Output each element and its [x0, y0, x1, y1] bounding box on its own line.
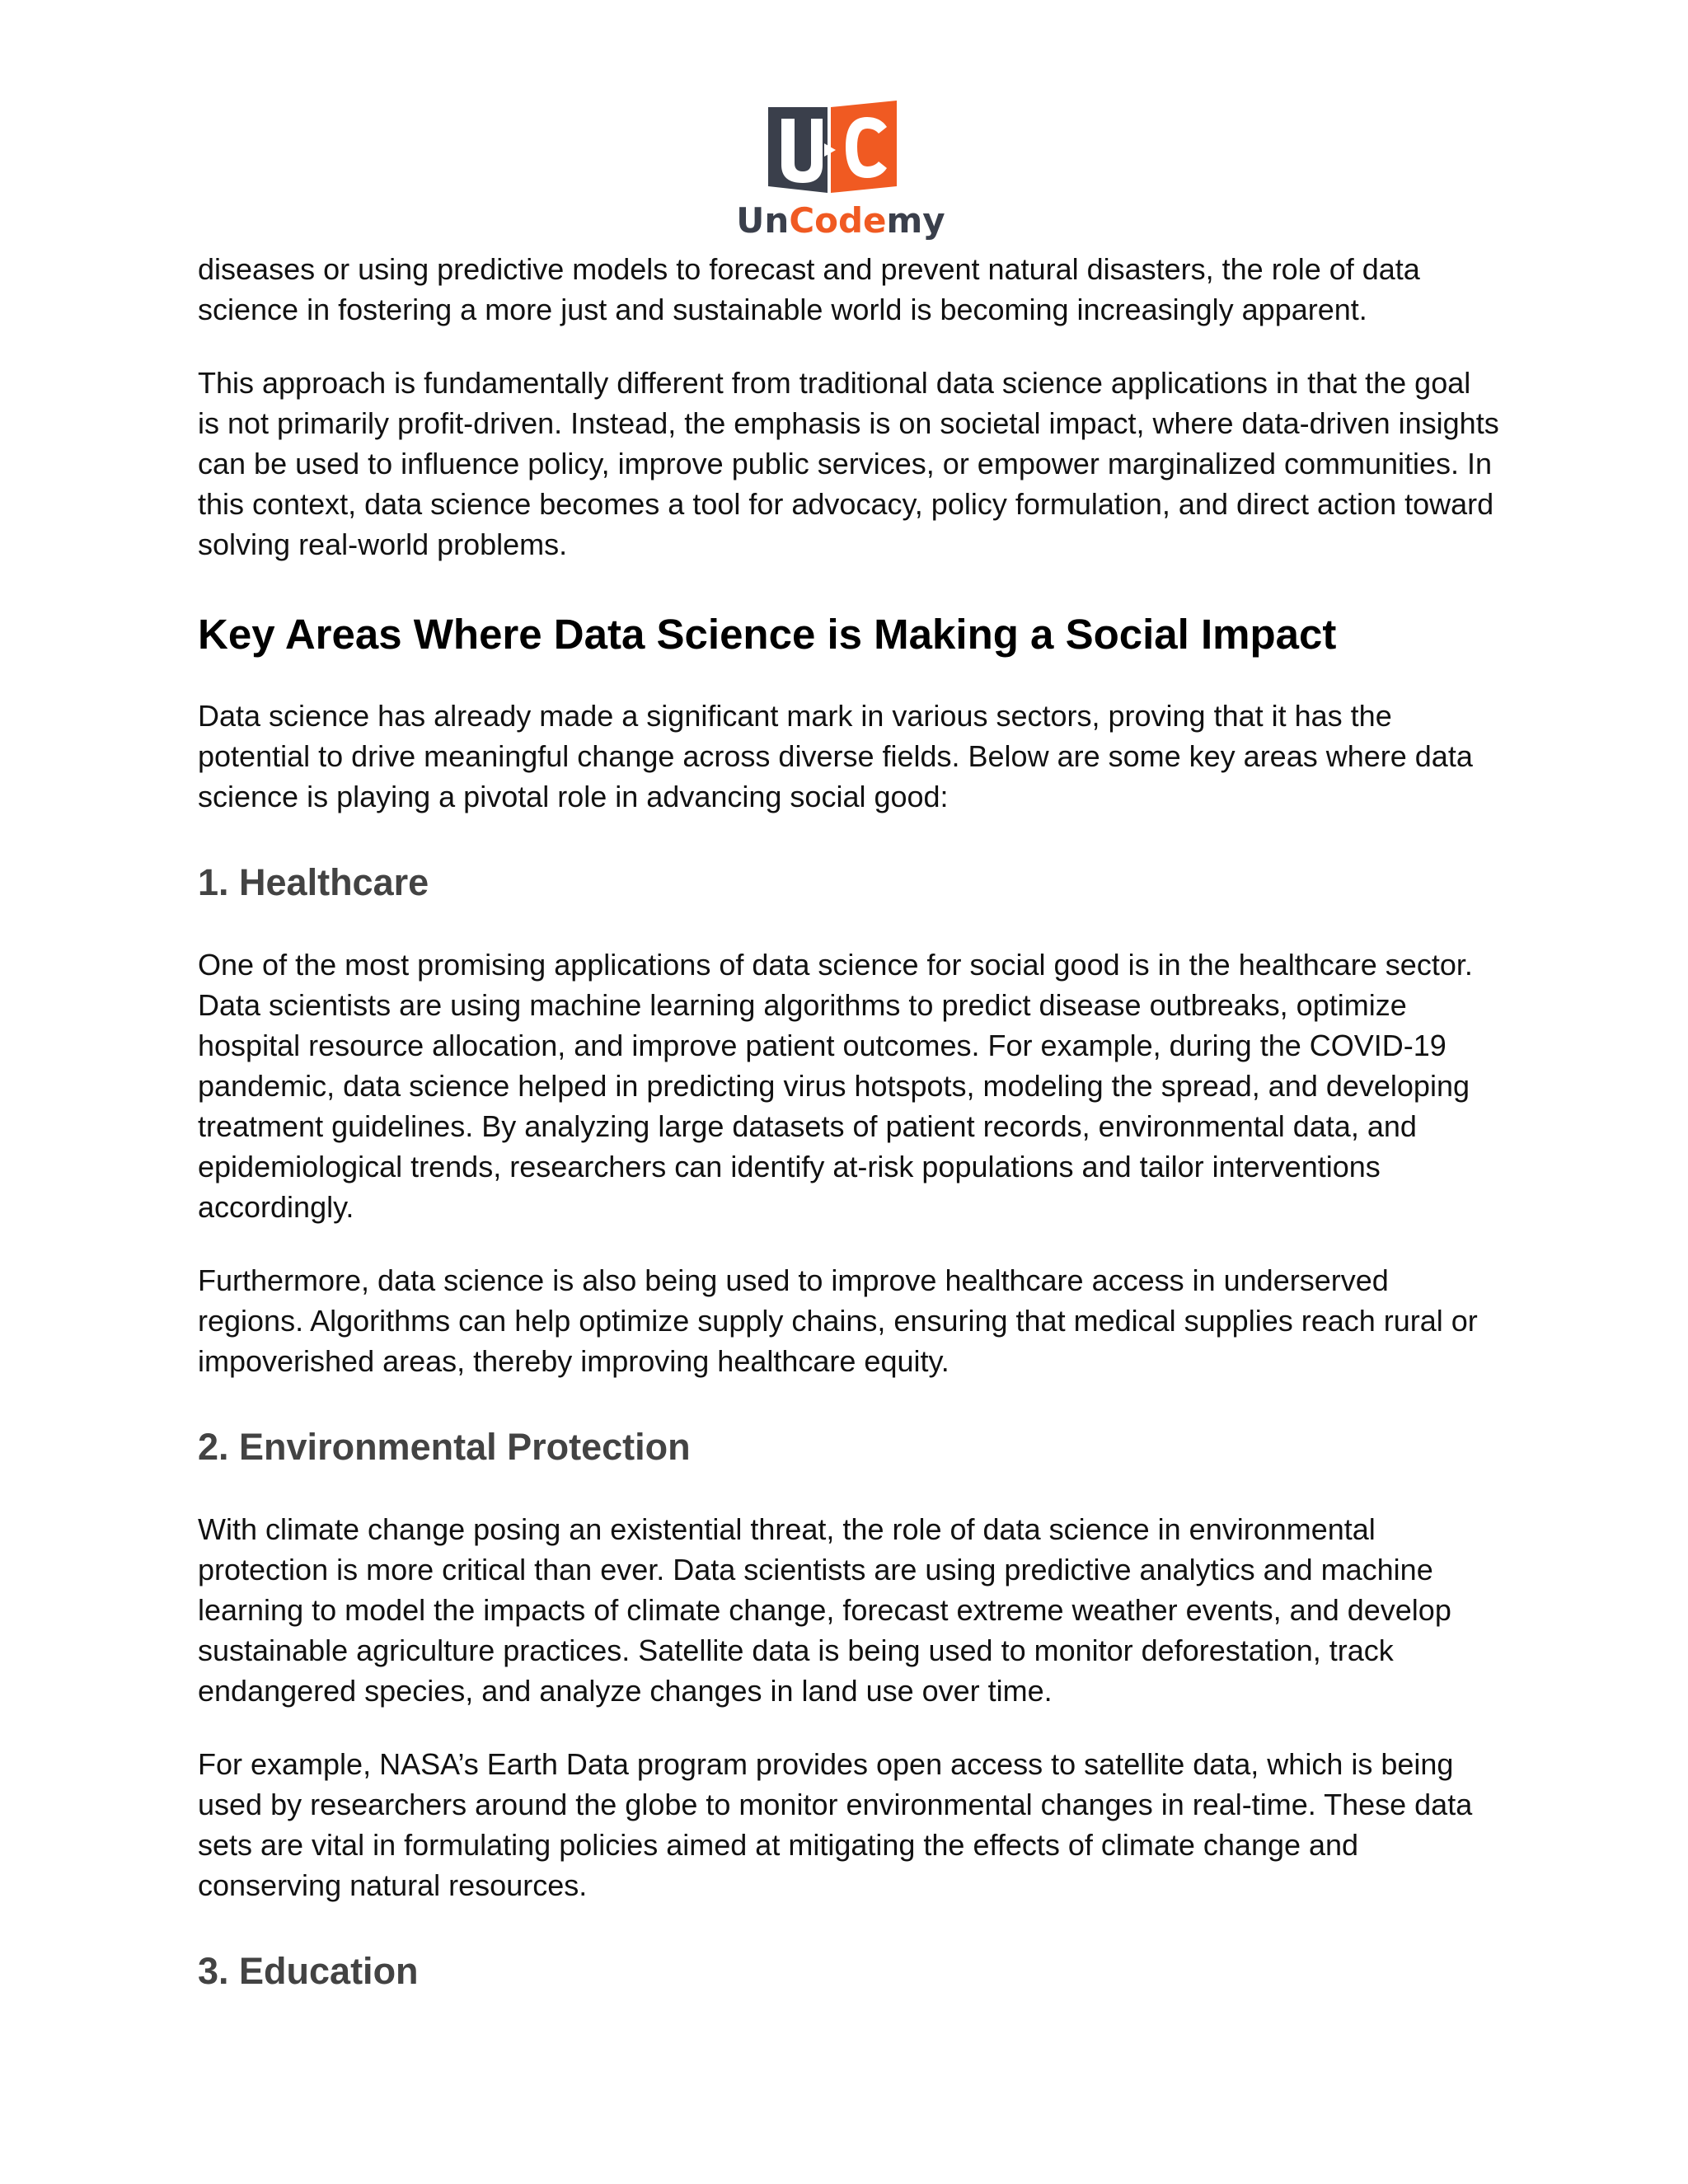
- uncodemy-logo-mark: [725, 101, 956, 241]
- logo-wordmark: [736, 200, 945, 241]
- logo-orange-block: [831, 101, 897, 193]
- paragraph-intro-continuation: diseases or using predictive models to forecast and prevent natural disasters, the role of data science in fostering a more just and sustainable world is becoming increasingly apparent.: [198, 252, 1420, 326]
- subheading-healthcare: 1. Healthcare: [198, 861, 429, 903]
- document-body: [198, 249, 1500, 1994]
- paragraph-approach: This approach is fundamentally different from traditional data science applications in that the goal is not primarily profit-driven. Instead, the emphasis is on societal impact, where data-driven insights can be used to influence policy, improve public services, or empower marginalized communities. In this context, data science becomes a tool for advocacy, policy formulation, and direct action toward solving real-world problems.: [198, 366, 1499, 561]
- paragraph-healthcare-2: Furthermore, data science is also being used to improve healthcare access in underserved regions. Algorithms can help optimize supply chains, ensuring that medical supplies reach rural or impoverished areas, thereby improving healthcare equity.: [198, 1263, 1478, 1378]
- paragraph-healthcare-1: One of the most promising applications of data science for social good is in the healthcare sector. Data scientists are using machine learning algorithms to predict disease outbreaks, optimize hospital resource allocation, and improve patient outcomes. For example, during the COVID-19 pandemic, data science helped in predicting virus hotspots, modeling the spread, and developing treatment guidelines. By analyzing large datasets of patient records, environmental data, and epidemiological trends, researchers can identify at-risk populations and tailor interventions accordingly.: [198, 948, 1473, 1224]
- logo-wordmark-un: Un: [736, 200, 790, 241]
- logo-wordmark-code: Code: [789, 200, 887, 241]
- subheading-education: 3. Education: [198, 1950, 419, 1992]
- logo-wordmark-my: my: [886, 200, 945, 241]
- uncodemy-logo: [725, 101, 956, 241]
- subheading-environmental-protection: 2. Environmental Protection: [198, 1426, 691, 1468]
- section-heading-key-areas: Key Areas Where Data Science is Making a Social Impact: [198, 611, 1337, 658]
- paragraph-key-areas-intro: Data science has already made a significant mark in various sectors, proving that it has the potential to drive meaningful change across diverse fields. Below are some key areas where data science is playing a pivotal role in advancing social good:: [198, 699, 1473, 813]
- paragraph-environment-1: With climate change posing an existential threat, the role of data science in environmental protection is more critical than ever. Data scientists are using predictive analytics and machine learning to model the impacts of climate change, forecast extreme weather events, and develop sustainable agriculture practices. Satellite data is being used to monitor deforestation, track endangered species, and analyze changes in land use over time.: [198, 1512, 1451, 1708]
- paragraph-environment-2: For example, NASA’s Earth Data program provides open access to satellite data, which is being used by researchers around the globe to monitor environmental changes in real-time. These data sets are vital in formulating policies aimed at mitigating the effects of climate change and conserving natural resources.: [198, 1747, 1473, 1902]
